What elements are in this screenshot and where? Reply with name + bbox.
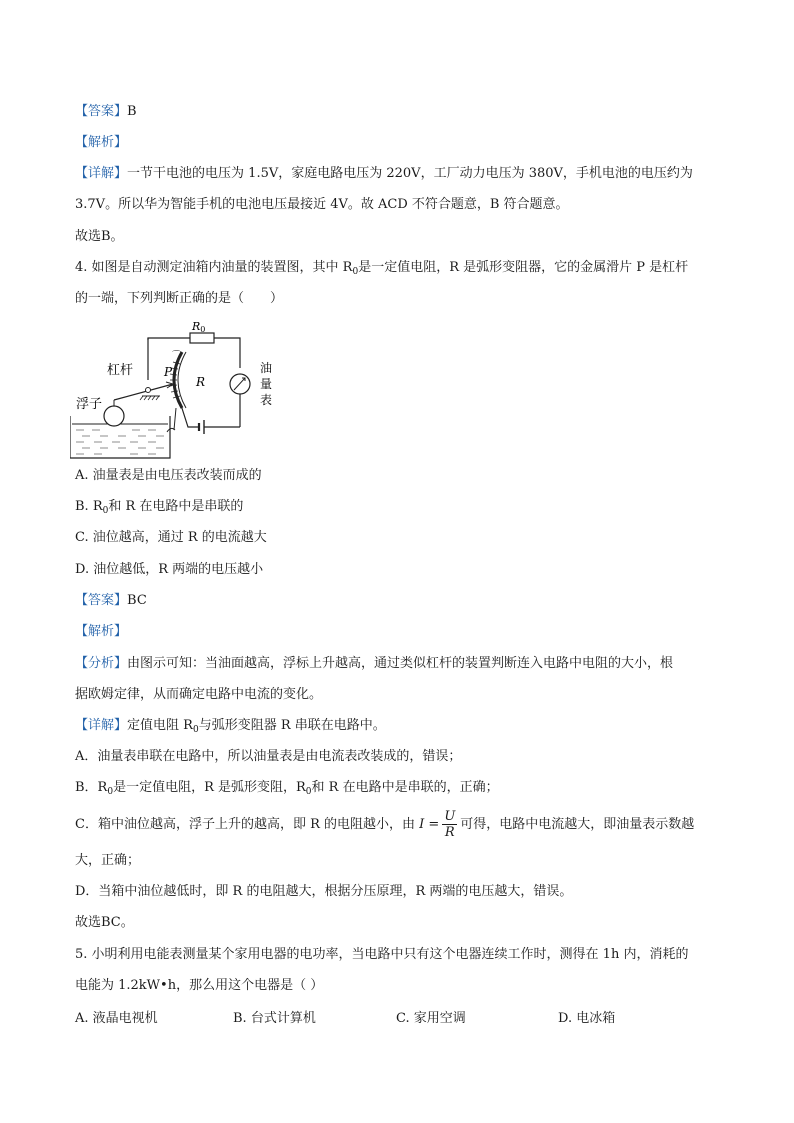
q4-option-d: D. 油位越低，R 两端的电压越小 xyxy=(75,562,264,577)
q4-detail-b: B．$R_0$是一定值电阻，R 是弧形变阻，$R_0$和 R 在电路中是串联的，正确； xyxy=(75,780,499,797)
q4-detail-d: D．当箱中油位越低时，即 R 的电阻越大，根据分压原理，R 两端的电压越大，错误。 xyxy=(75,884,573,899)
q5-option-c: C. 家用空调 xyxy=(396,1011,466,1026)
q5-options xyxy=(75,1010,715,1030)
q4-detail-a: A．油量表串联在电路中，所以油量表是由电流表改装成的，错误； xyxy=(75,749,462,764)
q4-stem-line1: 4. 如图是自动测定油箱内油量的装置图，其中 $R_0$是一定值电阻，R 是弧形变阻器，它的金属滑片 P 是杠杆 xyxy=(75,260,689,277)
q5-option-a: A. 液晶电视机 xyxy=(75,1011,158,1026)
q4-option-a: A. 油量表是由电压表改装而成的 xyxy=(75,468,262,483)
r0-label: R0 xyxy=(192,320,206,334)
q5-stem-line1: 5. 小明利用电能表测量某个家用电器的电功率，当电路中只有这个电器连续工作时，测得在 1h 内，消耗的 xyxy=(75,947,689,962)
r-label: R xyxy=(196,375,206,389)
q4-fenxi-line2: 据欧姆定律，从而确定电路中电流的变化。 xyxy=(75,687,323,702)
q4-detail-c: C．箱中油位越高，浮子上升的越高，即 R 的电阻越小，由 I = $\frac{U}{R}$ 可得，电路中电流越大，即油量表示数越 xyxy=(75,809,695,840)
q5-stem-line2: 电能为 1.2kW•h，那么用这个电器是（ ） xyxy=(75,978,324,993)
q4-stem-line2: 的一端，下列判断正确的是（ ） xyxy=(75,291,284,306)
q3-analysis-tag: 【解析】 xyxy=(75,135,128,150)
meter-label-2: 量 xyxy=(260,377,273,391)
q4-option-c: C. 油位越高，通过 R 的电流越大 xyxy=(75,530,267,545)
lever xyxy=(114,384,173,400)
r0-resistor xyxy=(190,333,214,343)
p-label: P xyxy=(164,365,173,379)
q3-detail-line2: 3.7V。所以华为智能手机的电池电压最接近 4V。故 ACD 不符合题意，B 符合题意。 xyxy=(75,197,569,212)
meter-label-1: 油 xyxy=(260,361,273,375)
ohm-law-fraction: $\frac{U}{R}$ xyxy=(444,809,456,840)
q5-option-d: D. 电冰箱 xyxy=(558,1011,616,1026)
q4-fenxi-line1: 【分析】由图示可知：当油面越高，浮标上升越高，通过类似杠杆的装置判断连入电路中电阻的大小，根 xyxy=(75,656,674,671)
q3-conclusion: 故选B。 xyxy=(75,229,124,244)
wire-to-rheostat xyxy=(180,402,199,427)
lever-label: 杠杆 xyxy=(107,363,134,378)
q5-option-b: B. 台式计算机 xyxy=(233,1011,316,1026)
q4-conclusion: 故选BC。 xyxy=(75,915,134,930)
q4-detail-intro: 【详解】定值电阻 $R_0$与弧形变阻器 R 串联在电路中。 xyxy=(75,718,386,735)
wire-top-right xyxy=(214,338,240,368)
svg-text:⌒: ⌒ xyxy=(172,351,182,361)
formula-lhs: I = xyxy=(419,817,440,832)
wire-top-left xyxy=(148,338,190,340)
q3-answer: 【答案】B xyxy=(75,104,137,119)
q4-detail-c-line2: 大，正确； xyxy=(75,853,141,868)
q3-detail-line1: 【详解】一节干电池的电压为 1.5V，家庭电路电压为 220V，工厂动力电压为 380V，手机电池的电压约为 xyxy=(75,166,693,181)
lever-pivot xyxy=(146,388,151,393)
float-label: 浮子 xyxy=(76,397,103,412)
float xyxy=(104,406,124,426)
q4-analysis-tag: 【解析】 xyxy=(75,624,128,639)
oil-gauge-circuit-diagram xyxy=(70,312,290,462)
q4-option-b: B. $R_0$和 R 在电路中是串联的 xyxy=(75,499,244,516)
meter-label-3: 表 xyxy=(260,393,273,407)
q4-answer: 【答案】BC xyxy=(75,593,147,608)
